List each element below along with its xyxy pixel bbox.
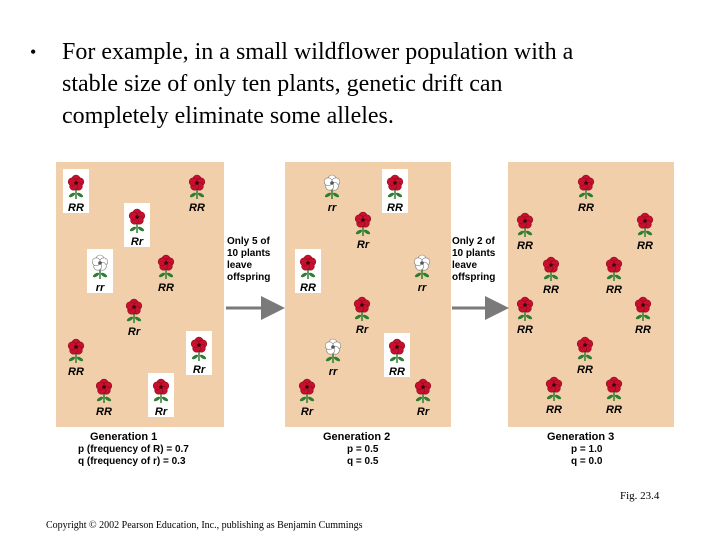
plant-rr-red [299,379,315,418]
genotype-label: RR [389,366,405,378]
plant-rr-red [148,373,174,418]
plant-rr-red [158,255,174,294]
copyright-notice: Copyright © 2002 Pearson Education, Inc., publishing as Benjamin Cummings [46,520,363,531]
genotype-label: RR [68,366,84,378]
plant-rr-red [415,379,431,418]
plant-rr-white [87,249,113,294]
plant-rr-red [606,377,622,416]
genotype-label: rr [95,282,105,294]
generation-3-stat-p: p = 1.0 [571,444,603,455]
generation-2-title: Generation 2 [323,431,391,443]
bullet-symbol: • [30,42,37,62]
generation-1-stat-p: p (frequency of R) = 0.7 [78,444,189,455]
plant-rr-red [124,203,150,248]
generation-2-stat-q: q = 0.5 [347,456,379,467]
plant-rr-red [186,331,212,376]
plant-rr-red [382,169,408,214]
genotype-label: RR [517,240,533,252]
plant-rr-red [63,169,89,214]
genotype-label: RR [637,240,653,252]
plant-rr-red [578,175,594,214]
plant-rr-red [546,377,562,416]
arrow2-label-1: Only 2 of [452,236,495,247]
plant-rr-red [637,213,653,252]
generation-3-stat-q: q = 0.0 [571,456,603,467]
genotype-label: RR [635,324,651,336]
genotype-label: RR [189,202,205,214]
bullet-line-2: stable size of only ten plants, genetic drift can [62,71,503,97]
bullet-line-3: completely eliminate some alleles. [62,103,394,129]
generation-2-stat-p: p = 0.5 [347,444,379,455]
genotype-label: Rr [355,324,369,336]
genotype-label: RR [543,284,559,296]
plant-rr-red [384,333,410,378]
genotype-label: RR [577,364,593,376]
genotype-label: Rr [356,239,370,251]
arrow2-label-3: leave [452,260,478,271]
generation-1-stat-q: q (frequency of r) = 0.3 [78,456,186,467]
genotype-label: Rr [300,406,314,418]
genotype-label: Rr [416,406,430,418]
genotype-label: RR [546,404,562,416]
arrow2-label-2: 10 plants [452,248,496,259]
genotype-label: RR [517,324,533,336]
plant-rr-red [96,379,112,418]
plant-rr-red [355,212,371,251]
genotype-label: RR [68,202,84,214]
genotype-label: RR [158,282,174,294]
genotype-label: Rr [154,406,168,418]
genotype-label: RR [300,282,316,294]
plant-rr-red [189,175,205,214]
plant-rr-red [517,213,533,252]
plant-rr-red [354,297,370,336]
genotype-label: RR [606,284,622,296]
plant-rr-red [517,297,533,336]
figure-label: Fig. 23.4 [620,490,660,502]
plant-rr-red [295,249,321,294]
plant-rr-red [606,257,622,296]
genotype-label: rr [328,366,338,378]
plant-rr-red [577,337,593,376]
arrow2-label-4: offspring [452,272,496,283]
bullet-line-1: For example, in a small wildflower population with a [62,39,574,65]
genotype-label: RR [578,202,594,214]
plant-rr-red [543,257,559,296]
genotype-label: Rr [127,326,141,338]
genotype-label: RR [96,406,112,418]
plant-rr-red [635,297,651,336]
genotype-label: Rr [192,364,206,376]
arrow1-label-3: leave [227,260,253,271]
arrow1-label-4: offspring [227,272,271,283]
plant-rr-red [68,339,84,378]
genotype-label: Rr [130,236,144,248]
genotype-label: RR [606,404,622,416]
plant-rr-red [126,299,142,338]
generation-1-title: Generation 1 [90,431,158,443]
generation-3-title: Generation 3 [547,431,615,443]
genotype-label: rr [417,282,427,294]
arrow1-label-1: Only 5 of [227,236,270,247]
arrow1-label-2: 10 plants [227,248,271,259]
genotype-label: RR [387,202,403,214]
genotype-label: rr [327,202,337,214]
